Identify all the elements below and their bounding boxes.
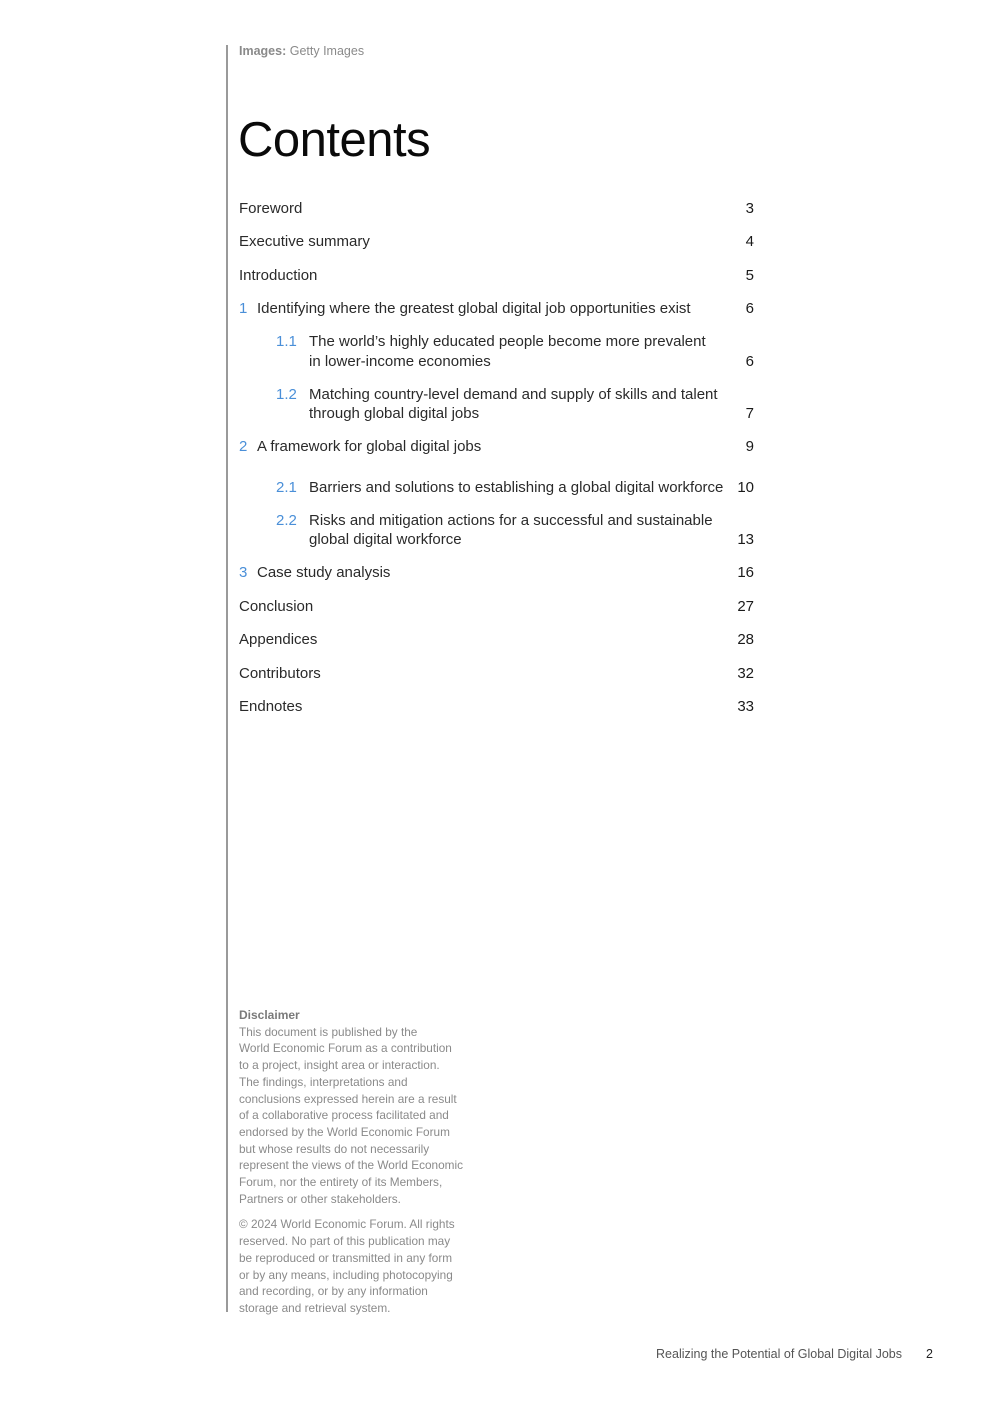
copyright-line: be reproduced or transmitted in any form bbox=[239, 1250, 453, 1265]
toc-entry-text-line-1: Risks and mitigation actions for a successful and sustainable bbox=[309, 512, 713, 529]
toc-entry-text: Identifying where the greatest global digital job opportunities exist bbox=[257, 300, 691, 317]
toc-entry-text-line-1: Matching country-level demand and supply of skills and talent bbox=[309, 386, 718, 403]
toc-entry-number: 1.1 bbox=[276, 333, 297, 350]
toc-entry-number: 2.2 bbox=[276, 512, 297, 529]
toc-entry-text-line-2: global digital workforce bbox=[309, 531, 462, 548]
table-of-contents bbox=[239, 0, 754, 740]
toc-entry-text: Barriers and solutions to establishing a global digital workforce bbox=[309, 479, 724, 496]
disclaimer-line: The findings, interpretations and bbox=[239, 1074, 408, 1089]
toc-entry-page: 32 bbox=[737, 665, 754, 682]
toc-entry-number: 1.2 bbox=[276, 386, 297, 403]
toc-entry-text: Case study analysis bbox=[257, 564, 391, 581]
toc-entry-text: Introduction bbox=[239, 267, 318, 284]
image-credit-text: Getty Images bbox=[289, 44, 365, 58]
copyright-line: and recording, or by any information bbox=[239, 1284, 428, 1299]
toc-entry-text: Appendices bbox=[239, 631, 318, 648]
toc-entry-page: 27 bbox=[737, 598, 754, 615]
toc-entry-number: 3 bbox=[239, 564, 248, 581]
toc-entry-section-1-2[interactable] bbox=[239, 385, 754, 425]
toc-entry-text-line-2: through global digital jobs bbox=[309, 405, 480, 422]
toc-entry-page: 3 bbox=[745, 200, 754, 217]
toc-entry-text: Foreword bbox=[239, 200, 303, 217]
toc-entry-number: 1 bbox=[239, 300, 248, 317]
copyright-line: reserved. No part of this publication may bbox=[239, 1234, 451, 1249]
copyright-paragraph bbox=[239, 1216, 479, 1316]
toc-entry-page: 5 bbox=[745, 267, 754, 284]
toc-entry-text-line-1: The world’s highly educated people become more prevalent bbox=[309, 333, 706, 350]
disclaimer-line: to a project, insight area or interaction. bbox=[239, 1058, 440, 1073]
disclaimer-line: of a collaborative process facilitated and bbox=[239, 1108, 449, 1123]
toc-entry-page: 10 bbox=[737, 479, 754, 496]
toc-entry-page: 9 bbox=[745, 438, 754, 455]
toc-entry-text: Conclusion bbox=[239, 598, 314, 615]
toc-entry-page: 13 bbox=[737, 531, 754, 548]
disclaimer bbox=[239, 1007, 479, 1317]
disclaimer-paragraph bbox=[239, 1024, 479, 1208]
margin-rule bbox=[226, 45, 228, 1312]
disclaimer-line: Partners or other stakeholders. bbox=[239, 1191, 401, 1206]
toc-entry-page: 7 bbox=[745, 405, 754, 422]
copyright-line: © 2024 World Economic Forum. All rights bbox=[239, 1217, 455, 1232]
toc-entry-page: 28 bbox=[737, 631, 754, 648]
disclaimer-heading: Disclaimer bbox=[239, 1008, 300, 1022]
disclaimer-line: World Economic Forum as a contribution bbox=[239, 1041, 452, 1056]
toc-entry-text: Executive summary bbox=[239, 233, 370, 250]
page-title: Contents bbox=[238, 113, 431, 167]
image-credit-label: Images: bbox=[239, 44, 287, 58]
disclaimer-line: represent the views of the World Economic bbox=[239, 1158, 464, 1173]
toc-entry-page: 4 bbox=[745, 233, 754, 250]
toc-entry-text: Endnotes bbox=[239, 698, 303, 715]
toc-entry-section-1-1[interactable] bbox=[239, 332, 754, 372]
toc-entry-number: 2 bbox=[239, 438, 248, 455]
footer-document-title: Realizing the Potential of Global Digital Jobs bbox=[656, 1347, 902, 1361]
footer-page-number: 2 bbox=[926, 1347, 933, 1361]
toc-entry-page: 16 bbox=[737, 564, 754, 581]
toc-entry-section-2-2[interactable] bbox=[239, 511, 754, 551]
toc-entry-text-line-2: in lower-income economies bbox=[309, 353, 491, 370]
toc-entry-page: 6 bbox=[745, 353, 754, 370]
disclaimer-line: conclusions expressed herein are a result bbox=[239, 1091, 457, 1106]
toc-entry-number: 2.1 bbox=[276, 479, 297, 496]
toc-entry-page: 33 bbox=[737, 698, 754, 715]
copyright-line: storage and retrieval system. bbox=[239, 1300, 391, 1315]
toc-entry-page: 6 bbox=[745, 300, 754, 317]
toc-entry-text: Contributors bbox=[239, 665, 321, 682]
disclaimer-line: endorsed by the World Economic Forum bbox=[239, 1124, 450, 1139]
toc-entry-text: A framework for global digital jobs bbox=[257, 438, 482, 455]
disclaimer-line: Forum, nor the entirety of its Members, bbox=[239, 1175, 443, 1190]
disclaimer-line: This document is published by the bbox=[239, 1024, 418, 1039]
disclaimer-line: but whose results do not necessarily bbox=[239, 1141, 430, 1156]
copyright-line: or by any means, including photocopying bbox=[239, 1267, 453, 1282]
